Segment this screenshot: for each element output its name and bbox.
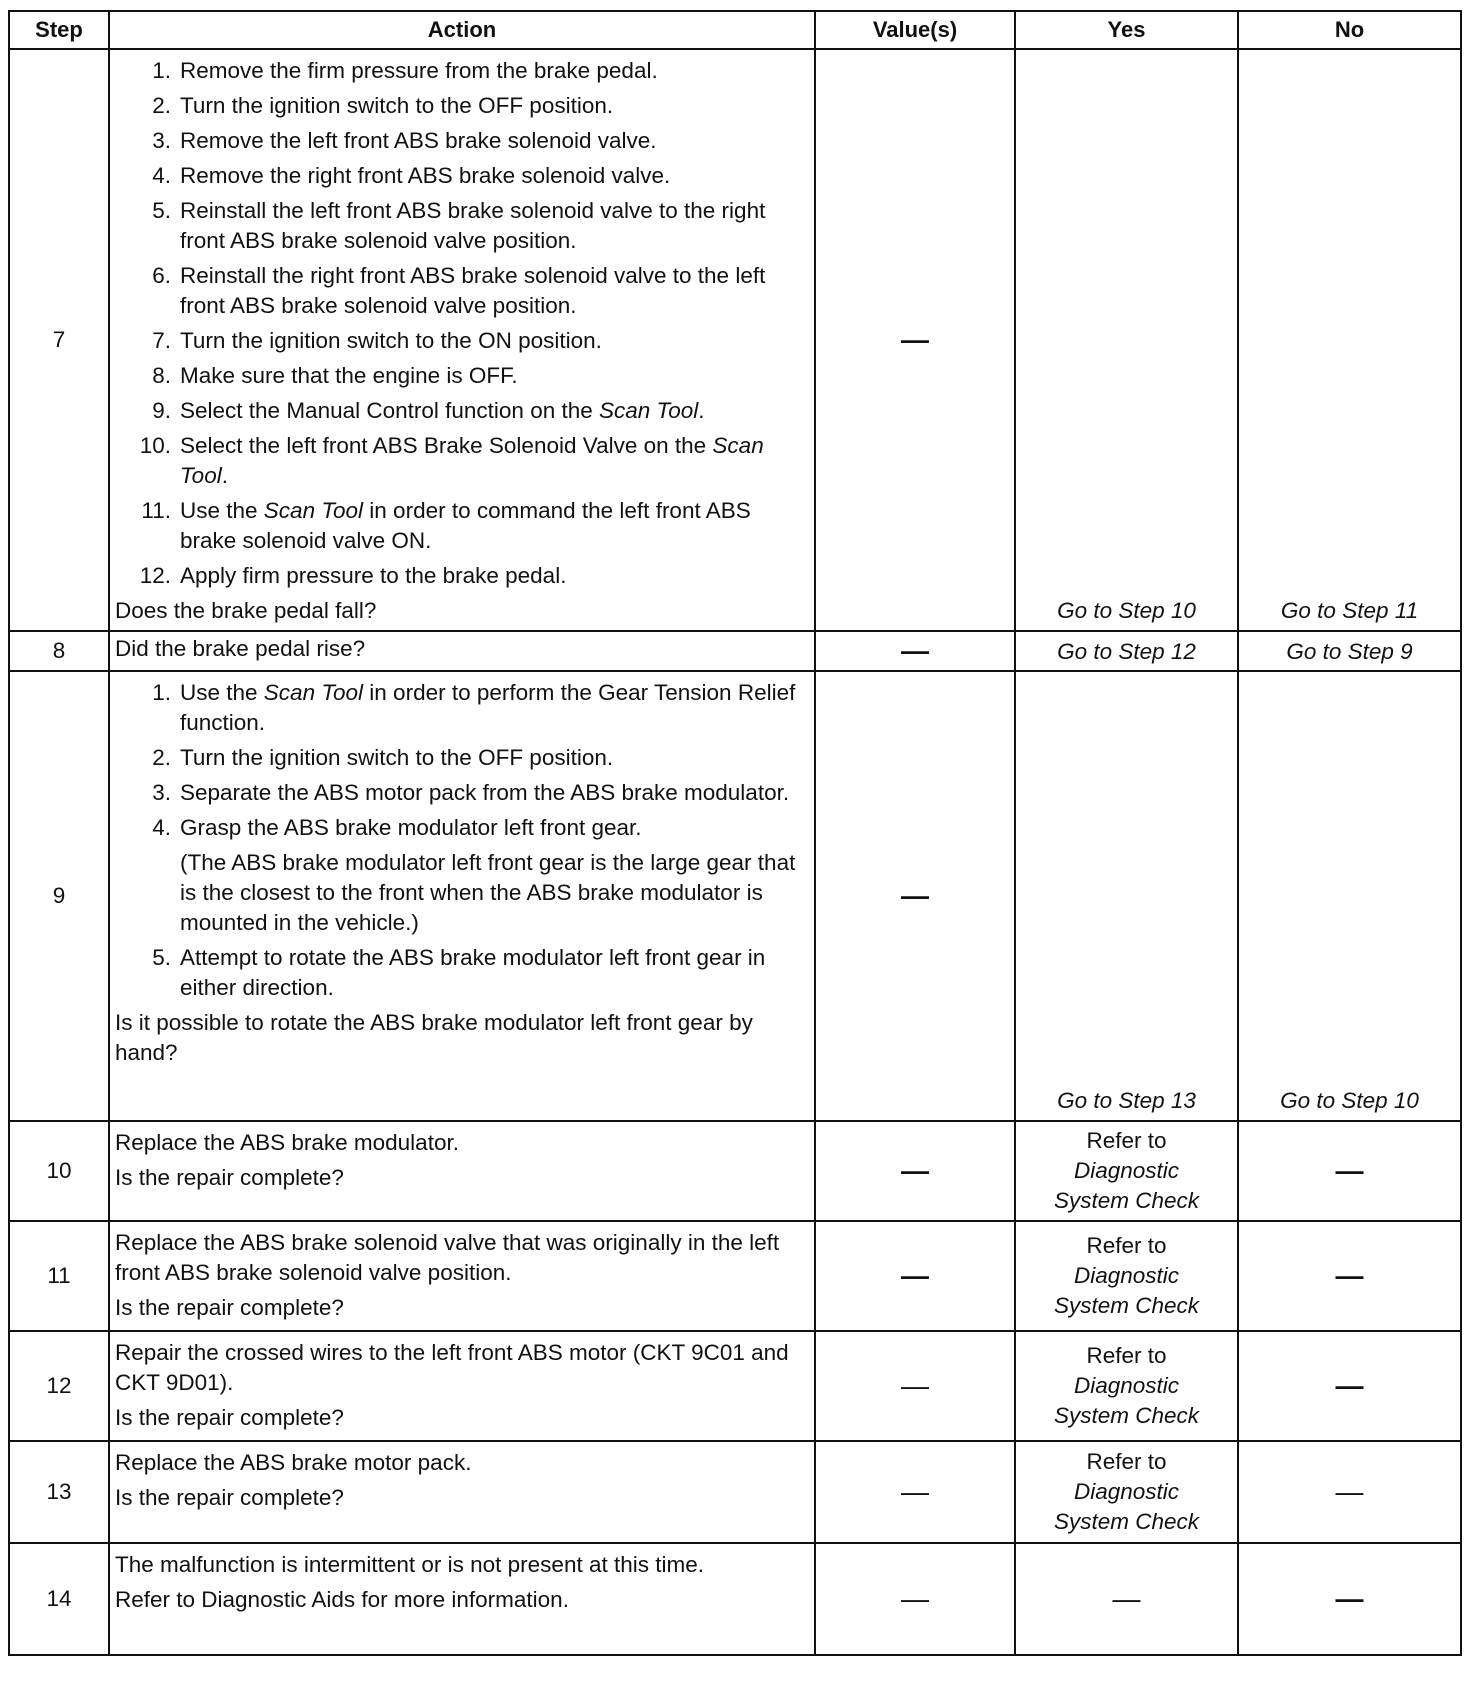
list-item: 4. Grasp the ABS brake modulator left front gear. [152,815,642,840]
table-row-step-13 [9,1441,1461,1543]
action-cell [109,1543,815,1655]
action-cell [109,1121,815,1221]
table-row-step-14 [9,1543,1461,1655]
action-question: Did the brake pedal rise? [109,631,815,671]
value-cell: — [815,1543,1015,1655]
list-item: 7. Turn the ignition switch to the ON position. [152,328,602,353]
yes-cell: Go to Step 13 [1015,671,1238,1121]
value-cell: — [815,1121,1015,1221]
refer-label: Refer to [1086,1449,1167,1474]
action-note: (The ABS brake modulator left front gear is the large gear that is the closest to the front when the ABS brake modulator is mounted in the vehicle.) [180,850,796,935]
no-cell: Go to Step 10 [1238,671,1461,1121]
action-question: Does the brake pedal fall? [115,598,377,623]
header-action: Action [109,11,815,49]
action-text: Replace the ABS brake modulator. [115,1130,459,1155]
yes-cell [1015,1121,1238,1221]
list-item: 5. Attempt to rotate the ABS brake modulator left front gear in either direction. [152,945,766,1000]
action-text: Replace the ABS brake motor pack. [115,1450,472,1475]
action-text: Replace the ABS brake solenoid valve that was originally in the left front ABS brake solenoid valve position. [115,1230,780,1285]
table-row-step-11 [9,1221,1461,1331]
step-number: 9 [9,671,109,1121]
refer-target: Diagnostic [1073,1373,1180,1398]
refer-target: Diagnostic [1073,1158,1180,1183]
refer-target: System Check [1053,1509,1200,1534]
list-item: 9. Select the Manual Control function on the Scan Tool. [152,398,705,423]
refer-target: Diagnostic [1073,1479,1180,1504]
step-number: 14 [9,1543,109,1655]
header-yes: Yes [1015,11,1238,49]
refer-label: Refer to [1086,1343,1167,1368]
yes-cell: Go to Step 10 [1015,49,1238,631]
list-item: 1. Use the Scan Tool in order to perform the Gear Tension Relief function. [152,680,796,735]
step-number: 10 [9,1121,109,1221]
yes-cell [1015,1331,1238,1441]
table-row-step-10 [9,1121,1461,1221]
no-cell: — [1238,1221,1461,1331]
yes-cell: — [1015,1543,1238,1655]
no-cell: Go to Step 9 [1238,631,1461,671]
action-steps [115,56,806,591]
action-question: Is it possible to rotate the ABS brake modulator left front gear by hand? [115,1010,753,1065]
step-number: 13 [9,1441,109,1543]
step-number: 7 [9,49,109,631]
action-steps [115,943,806,1003]
table-row-step-12 [9,1331,1461,1441]
table-row-step-9 [9,671,1461,1121]
action-cell [109,1331,815,1441]
list-item: 2. Turn the ignition switch to the OFF position. [152,93,614,118]
action-steps [115,678,806,843]
refer-label: Refer to [1086,1233,1167,1258]
value-cell: — [815,1331,1015,1441]
action-question: Is the repair complete? [115,1405,344,1430]
refer-target: System Check [1053,1293,1200,1318]
action-cell [109,1221,815,1331]
refer-target: Diagnostic [1073,1263,1180,1288]
action-question: Is the repair complete? [115,1485,344,1510]
action-text: The malfunction is intermittent or is not present at this time. [115,1552,704,1577]
no-cell: Go to Step 11 [1238,49,1461,631]
yes-cell [1015,1441,1238,1543]
table-row-step-7 [9,49,1461,631]
step-number: 12 [9,1331,109,1441]
action-cell [109,1441,815,1543]
list-item: 3. Remove the left front ABS brake solenoid valve. [152,128,657,153]
refer-label: Refer to [1086,1128,1167,1153]
step-number: 8 [9,631,109,671]
list-item: 8. Make sure that the engine is OFF. [152,363,518,388]
action-question: Is the repair complete? [115,1295,344,1320]
no-cell: — [1238,1441,1461,1543]
value-cell: — [815,1441,1015,1543]
refer-target: System Check [1053,1188,1200,1213]
value-cell: — [815,1221,1015,1331]
action-cell [109,671,815,1121]
action-text: Repair the crossed wires to the left front ABS motor (CKT 9C01 and CKT 9D01). [115,1340,789,1395]
header-row [9,11,1461,49]
list-item: 11. Use the Scan Tool in order to command the left front ABS brake solenoid valve ON. [141,498,751,553]
table-row-step-8 [9,631,1461,671]
list-item: 12. Apply firm pressure to the brake pedal. [139,563,567,588]
list-item: 6. Reinstall the right front ABS brake solenoid valve to the left front ABS brake solenoid valve position. [152,263,766,318]
list-item: 3. Separate the ABS motor pack from the ABS brake modulator. [152,780,790,805]
no-cell: — [1238,1331,1461,1441]
list-item: 10. Select the left front ABS Brake Solenoid Valve on the Scan Tool. [139,433,764,488]
diagnostic-table [8,10,1462,1656]
action-cell [109,49,815,631]
value-cell: — [815,671,1015,1121]
action-question: Is the repair complete? [115,1165,344,1190]
list-item: 1. Remove the firm pressure from the brake pedal. [152,58,658,83]
action-question: Refer to Diagnostic Aids for more information. [115,1587,569,1612]
refer-target: System Check [1053,1403,1200,1428]
header-values: Value(s) [815,11,1015,49]
no-cell: — [1238,1121,1461,1221]
header-step: Step [9,11,109,49]
no-cell: — [1238,1543,1461,1655]
yes-cell [1015,1221,1238,1331]
yes-cell: Go to Step 12 [1015,631,1238,671]
list-item: 4. Remove the right front ABS brake solenoid valve. [152,163,671,188]
list-item: 5. Reinstall the left front ABS brake solenoid valve to the right front ABS brake solenoid valve position. [152,198,766,253]
value-cell: — [815,49,1015,631]
header-no: No [1238,11,1461,49]
value-cell: — [815,631,1015,671]
step-number: 11 [9,1221,109,1331]
list-item: 2. Turn the ignition switch to the OFF position. [152,745,614,770]
